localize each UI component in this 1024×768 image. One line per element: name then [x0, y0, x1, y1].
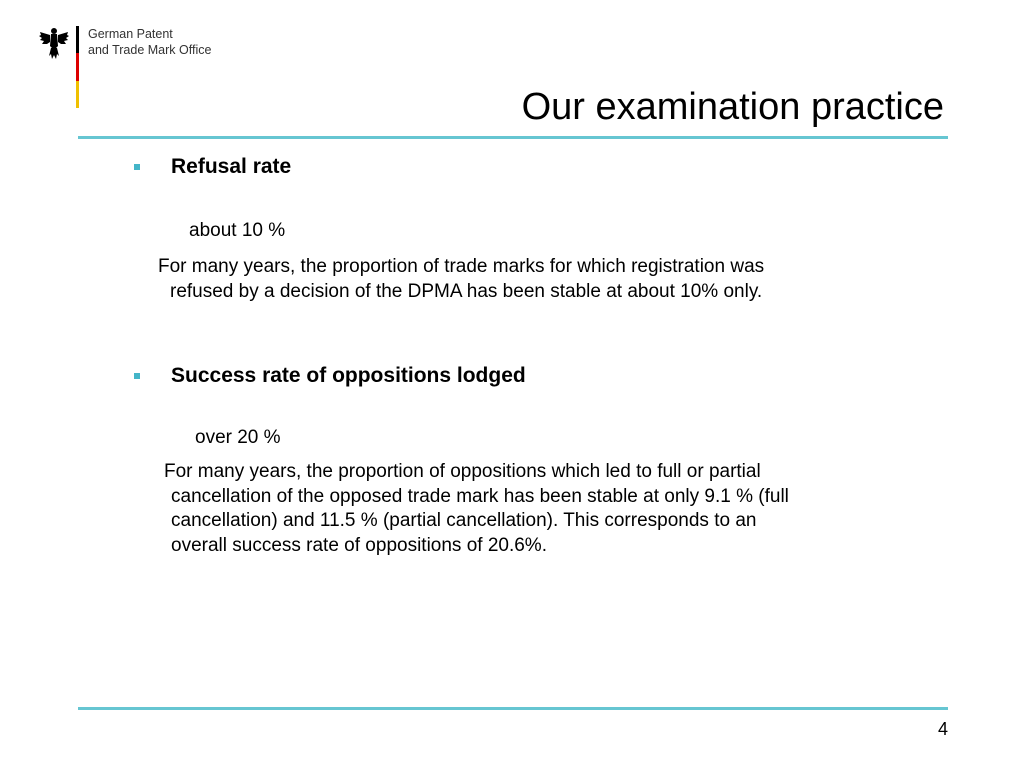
- paragraph-line: overall success rate of oppositions of 20.6%.: [171, 534, 547, 556]
- flag-red-segment: [76, 53, 79, 80]
- footer-rule: [78, 707, 948, 710]
- section-value: about 10 %: [189, 220, 286, 241]
- flag-gold-segment: [76, 81, 79, 108]
- logo-line-2: and Trade Mark Office: [88, 43, 212, 57]
- title-rule: [78, 136, 948, 139]
- logo-line-1: German Patent: [88, 27, 173, 41]
- page-number: 4: [937, 719, 948, 739]
- paragraph-line: For many years, the proportion of oppositions which led to full or partial: [164, 461, 761, 482]
- section-heading: Refusal rate: [171, 155, 292, 178]
- section-heading-row: [134, 154, 291, 180]
- section-paragraph: [150, 460, 789, 558]
- dpma-logo: [38, 26, 238, 110]
- logo-text: [88, 26, 211, 58]
- section-heading: Success rate of oppositions lodged: [171, 364, 526, 387]
- federal-eagle-icon: [38, 26, 70, 62]
- paragraph-line: cancellation of the opposed trade mark has been stable at only 9.1 % (full: [171, 485, 789, 507]
- bullet-square-icon: [134, 373, 140, 379]
- section-paragraph: [150, 255, 764, 304]
- section-heading-row: [134, 363, 526, 389]
- bullet-square-icon: [134, 164, 140, 170]
- section-value: over 20 %: [195, 427, 281, 448]
- flag-stripe: [76, 26, 79, 108]
- paragraph-line: refused by a decision of the DPMA has been stable at about 10% only.: [170, 280, 763, 302]
- paragraph-line: cancellation) and 11.5 % (partial cancellation). This corresponds to an: [171, 510, 757, 531]
- slide-title: Our examination practice: [521, 86, 944, 128]
- paragraph-line: For many years, the proportion of trade marks for which registration was: [158, 256, 765, 277]
- flag-black-segment: [76, 26, 79, 53]
